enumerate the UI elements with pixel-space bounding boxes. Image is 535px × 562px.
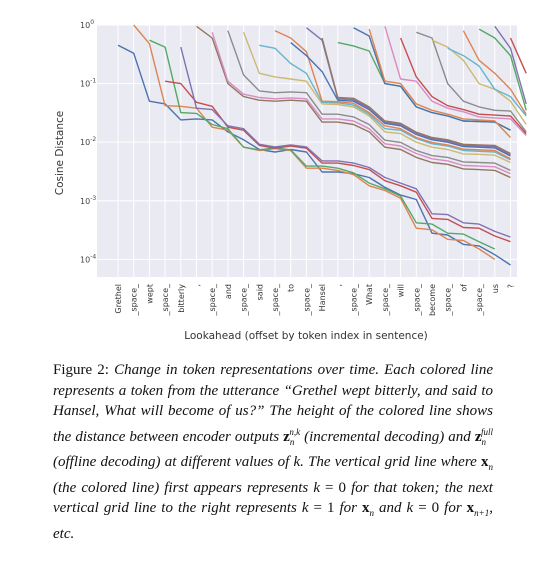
- y-axis-label: Cosine Distance: [54, 110, 66, 196]
- x-tick-label: and: [223, 284, 233, 300]
- x-tick-label: bitterly: [176, 284, 186, 313]
- x-tick-label: Grethel: [114, 284, 123, 314]
- x-tick-label: _space_: [443, 284, 453, 316]
- y-tick-labels: [80, 19, 96, 264]
- y-tick-label: $10^0$: [80, 19, 95, 30]
- x-tick-label: wept: [145, 284, 155, 304]
- y-tick-label: $10^{-3}$: [80, 194, 97, 206]
- x-tick-label: ,: [333, 284, 343, 287]
- x-tick-label: us: [490, 284, 500, 294]
- figure-caption: [53, 360, 493, 544]
- x-tick-label: to: [286, 284, 296, 293]
- x-tick-label: ?: [506, 284, 516, 289]
- caption-label: Figure 2:: [53, 362, 109, 378]
- x-tick-label: Hansel: [318, 284, 328, 312]
- x-tick-label: _space_: [129, 284, 139, 316]
- x-tick-label: _space_: [475, 283, 485, 316]
- caption-text: Change in token representations over time. Each colored line represents a token from the utterance “Grethel wept bitterly, and said to Hansel, What will become of us?” The height of the colored line shows the distance between encoder outputs $z_n^{n,k}$ (incremental decoding) and $z_n^{full}$ (offline decoding) at different values of k. The vertical grid line where $x_n$ (the colored line) first appears represents k = 0 for that token; the next vertical grid line to the right represents k = 1 for $x_n$ and k = 0 for $x_{n+1}$, etc.: [53, 362, 493, 542]
- x-tick-label: _space_: [271, 284, 280, 316]
- x-tick-label: ,: [192, 284, 202, 287]
- x-tick-label: of: [459, 284, 469, 292]
- x-tick-label: _space_: [239, 284, 249, 316]
- x-tick-labels: [114, 283, 516, 316]
- y-tick-label: $10^{-4}$: [80, 253, 97, 265]
- y-tick-label: $10^{-2}$: [80, 136, 97, 148]
- x-tick-label: _space_: [302, 284, 312, 316]
- x-tick-label: said: [255, 284, 265, 301]
- x-tick-label: _space_: [161, 284, 171, 316]
- x-tick-label: will: [396, 284, 406, 298]
- x-axis-label: Lookahead (offset by token index in sentence): [184, 330, 428, 342]
- x-tick-label: What: [365, 284, 375, 306]
- x-tick-label: become: [428, 284, 437, 317]
- y-tick-label: $10^{-1}$: [80, 77, 97, 89]
- x-tick-label: _space_: [380, 284, 390, 316]
- x-tick-label: _space_: [412, 284, 422, 316]
- x-tick-label: _space_: [208, 284, 218, 316]
- x-tick-label: _space_: [349, 284, 359, 316]
